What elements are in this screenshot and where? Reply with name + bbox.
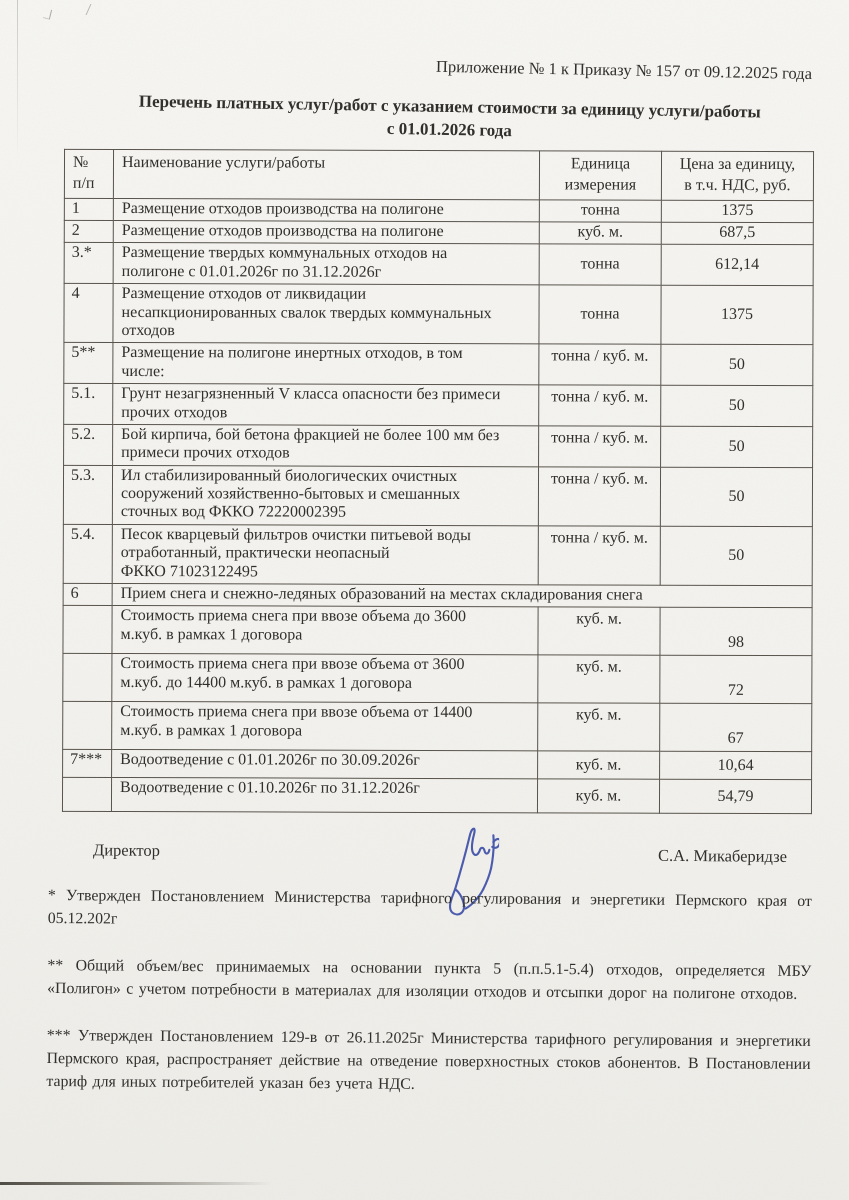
cell-price: 50 xyxy=(660,526,812,586)
cell-service-name: Размещение твердых коммунальных отходов на полигоне с 01.01.2026г по 31.12.2026г xyxy=(113,243,539,285)
cell-service-name: Стоимость приема снега при ввозе объема от 14400 м.куб. в рамках 1 договора xyxy=(112,702,538,751)
cell-unit: тонна / куб. м. xyxy=(539,385,661,426)
document-title xyxy=(104,90,795,148)
footnote-double-asterisk: ** Общий объем/вес принимаемых на основании пункта 5 (п.п.5.1-5.4) отходов, определяется МБУ «Полигон» с учетом потребности в материалах для изоляции отходов и отсыпки дорог на полигоне отходов. xyxy=(47,957,812,1004)
cell-number: 2 xyxy=(64,220,113,243)
cell-number xyxy=(63,702,112,750)
cell-service-name: Грунт незагрязненный V класса опасности без примеси прочих отходов xyxy=(113,384,539,426)
cell-service-name: Водоотведение с 01.10.2026г по 31.12.2026г xyxy=(111,778,537,813)
table-row xyxy=(63,654,812,704)
cell-price: 98 xyxy=(660,608,812,656)
cell-price: 50 xyxy=(661,385,813,426)
table-header-row xyxy=(64,149,813,200)
cell-number xyxy=(63,654,112,702)
cell-price: 1375 xyxy=(661,200,813,223)
cell-number: 5.2. xyxy=(64,424,113,465)
cell-number: 5.4. xyxy=(63,524,112,583)
cell-service-name: Водоотведение с 01.01.2026г по 30.09.2026г xyxy=(112,750,538,779)
signature-block xyxy=(63,840,787,867)
scan-edge-artifact xyxy=(17,0,18,160)
cell-number: 7*** xyxy=(63,750,112,778)
cell-price: 687,5 xyxy=(661,222,813,245)
cell-price: 10,64 xyxy=(660,752,812,780)
pencil-mark-artifact xyxy=(43,8,52,19)
column-header-unit: Единица измерения xyxy=(539,151,661,200)
cell-price: 50 xyxy=(661,345,813,386)
cell-unit: тонна / куб. м. xyxy=(539,426,661,467)
table-row xyxy=(62,778,811,814)
table-row xyxy=(63,524,812,586)
cell-service-name: Размещение на полигоне инертных отходов, в том числе: xyxy=(113,343,539,385)
table-row xyxy=(63,702,812,752)
cell-service-name: Песок кварцевый фильтров очистки питьевой воды отработанный, практически неопасный ФККО 71023122495 xyxy=(112,524,538,585)
cell-price: 54,79 xyxy=(659,780,811,814)
cell-price: 50 xyxy=(660,467,812,527)
cell-service-name: Размещение отходов от ликвидации несапкционированных свалок твердых коммунальных отходов xyxy=(113,284,539,345)
cell-number: 1 xyxy=(64,198,113,221)
footnote-triple-asterisk: *** Утвержден Постановлением 129-в от 26.11.2025г Министерства тарифного регулирования и энергетики Пермского края, распространяет действие на отведение поверхностных стоков абонентов. В Постановлении тариф для иных потребителей указан без учета НДС. xyxy=(46,1027,811,1094)
cell-unit: тонна xyxy=(539,244,661,285)
document-title-line2: с 01.01.2026 года xyxy=(386,118,512,141)
scan-edge-artifact xyxy=(0,1182,272,1185)
column-header-service-name: Наименование услуги/работы xyxy=(113,149,539,199)
footnotes-section xyxy=(46,884,812,1123)
table-row xyxy=(63,606,812,656)
cell-unit: тонна / куб. м. xyxy=(538,526,660,586)
signature-role-label: Директор xyxy=(92,840,161,860)
table-row xyxy=(63,750,812,780)
cell-unit: куб. м. xyxy=(538,751,660,779)
cell-service-name: Стоимость приема снега при ввозе объема до 3600 м.куб. в рамках 1 договора xyxy=(112,606,538,655)
table-row xyxy=(64,343,813,386)
cell-service-name: Бой кирпича, бой бетона фракцией не более 100 мм без примеси прочих отходов xyxy=(113,424,539,466)
cell-number: 3.* xyxy=(64,243,113,284)
appendix-reference-line: Приложение № 1 к Приказу № 157 от 09.12.2025 года xyxy=(435,56,813,83)
cell-unit: куб. м. xyxy=(538,607,660,655)
cell-price: 1375 xyxy=(661,285,813,345)
cell-number: 4 xyxy=(64,283,113,342)
table-row xyxy=(64,198,813,223)
document-title-line1: Перечень платных услуг/работ с указанием стоимости за единицу услуги/работы xyxy=(138,91,761,122)
cell-unit: куб. м. xyxy=(537,779,659,813)
cell-number: 6 xyxy=(63,583,112,606)
cell-number: 5.3. xyxy=(63,465,112,524)
table-row xyxy=(64,220,813,245)
signature-person-name: С.А. Микаберидзе xyxy=(657,845,788,866)
price-list-table xyxy=(62,149,814,815)
cell-unit: тонна / куб. м. xyxy=(538,466,660,526)
cell-unit: тонна / куб. м. xyxy=(539,344,661,385)
table-row xyxy=(64,424,813,467)
cell-number: 5.1. xyxy=(64,383,113,424)
column-header-price: Цена за единицу, в т.ч. НДС, руб. xyxy=(661,151,813,200)
table-row xyxy=(63,465,812,527)
table-row xyxy=(64,383,813,426)
pencil-mark-artifact xyxy=(86,4,99,15)
cell-service-name: Размещение отходов производства на полигоне xyxy=(113,198,539,222)
signature-stroke xyxy=(483,835,494,889)
cell-service-name: Прием снега и снежно-ледяных образований на местах складирования снега xyxy=(112,583,812,608)
cell-unit: тонна xyxy=(539,199,661,222)
cell-unit: тонна xyxy=(539,285,661,345)
table-row-merged xyxy=(63,583,812,608)
cell-number xyxy=(62,778,111,812)
cell-price: 72 xyxy=(660,656,812,704)
cell-service-name: Размещение отходов производства на полигоне xyxy=(113,220,539,244)
signature-stroke xyxy=(455,829,489,890)
cell-price: 67 xyxy=(660,704,812,752)
footnote-single-asterisk: * Утвержден Постановлением Министерства тарифного регулирования и энергетики Пермского края от 05.12.202г xyxy=(47,886,812,928)
cell-service-name: Стоимость приема снега при ввозе объема от 3600 м.куб. до 14400 м.куб. в рамках 1 договора xyxy=(112,654,538,703)
cell-unit: куб. м. xyxy=(538,703,660,751)
table-row xyxy=(64,243,813,286)
cell-price: 50 xyxy=(661,426,813,467)
cell-number: 5** xyxy=(64,343,113,384)
cell-service-name: Ил стабилизированный биологических очистных сооружений хозяйственно-бытовых и смешанных сточных вод ФККО 72220002395 xyxy=(112,465,538,526)
cell-price: 612,14 xyxy=(661,245,813,286)
cell-unit: куб. м. xyxy=(538,655,660,703)
column-header-number: № п/п xyxy=(64,149,113,198)
cell-number xyxy=(63,606,112,654)
cell-unit: куб. м. xyxy=(539,222,661,245)
table-row xyxy=(64,283,813,345)
